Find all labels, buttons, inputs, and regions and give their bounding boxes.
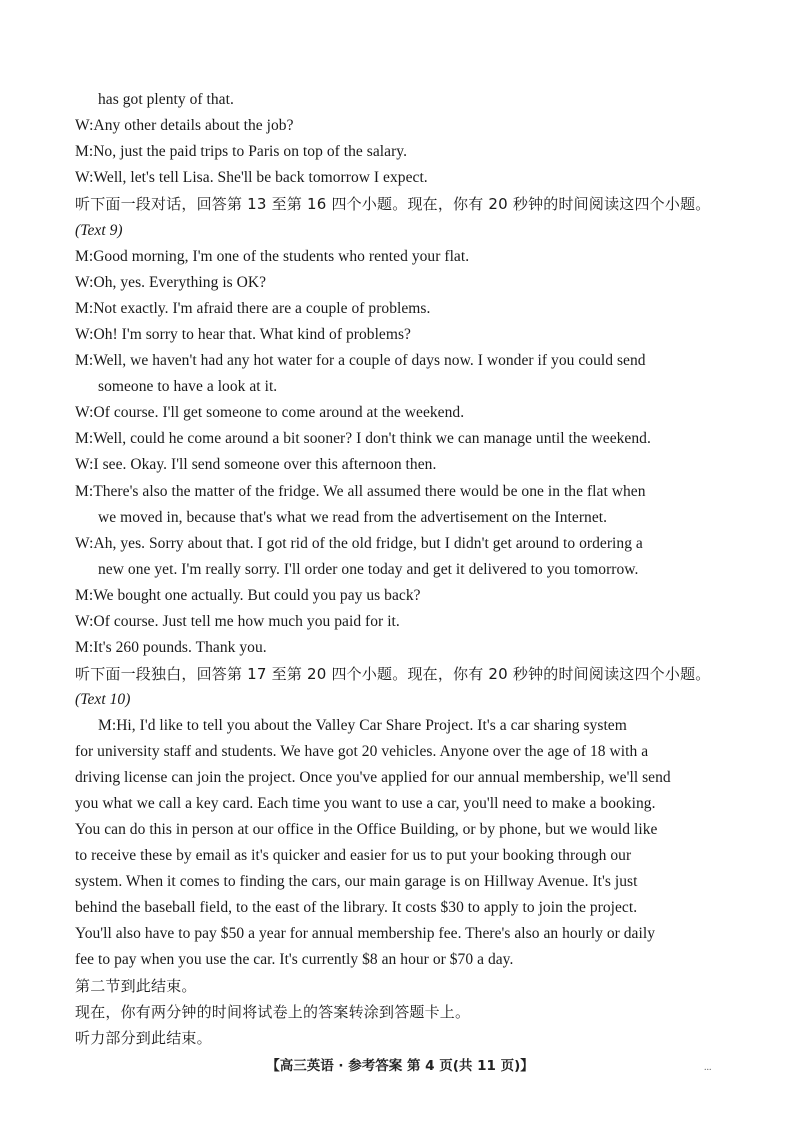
page-footer: 【高三英语 · 参考答案 第 4 页(共 11 页)】 bbox=[266, 1058, 534, 1074]
instruction-note: 现在，你有两分钟的时间将试卷上的答案转涂到答题卡上。 bbox=[75, 1003, 471, 1021]
text-line: driving license can join the project. Once you've applied for our annual membership, we'll send bbox=[75, 769, 671, 786]
text-line: someone to have a look at it. bbox=[98, 378, 278, 395]
section-instruction: 听下面一段对话，回答第 13 至第 16 四个小题。现在，你有 20 秒钟的时间阅读这四个小题。 bbox=[75, 195, 711, 213]
text-line: M:Good morning, I'm one of the students who rented your flat. bbox=[75, 248, 470, 265]
text-line: to receive these by email as it's quicker and easier for us to put your booking through our bbox=[75, 847, 632, 864]
text-line: W:Any other details about the job? bbox=[75, 117, 294, 134]
section-instruction: 听下面一段独白，回答第 17 至第 20 四个小题。现在，你有 20 秒钟的时间阅读这四个小题。 bbox=[75, 665, 711, 683]
text-line: W:Of course. Just tell me how much you paid for it. bbox=[75, 613, 400, 630]
text-line: we moved in, because that's what we read from the advertisement on the Internet. bbox=[98, 509, 608, 526]
text-line: W:Ah, yes. Sorry about that. I got rid of the old fridge, but I didn't get around to ordering a bbox=[75, 535, 643, 552]
text-line: W:I see. Okay. I'll send someone over this afternoon then. bbox=[75, 456, 437, 473]
text-line: M:There's also the matter of the fridge. We all assumed there would be one in the flat when bbox=[75, 483, 646, 500]
text-line: M:Well, we haven't had any hot water for a couple of days now. I wonder if you could send bbox=[75, 352, 646, 369]
text-line: fee to pay when you use the car. It's currently $8 an hour or $70 a day. bbox=[75, 951, 514, 968]
text-line: you what we call a key card. Each time you want to use a car, you'll need to make a booking. bbox=[75, 795, 656, 812]
section-end-note: 听力部分到此结束。 bbox=[75, 1029, 212, 1047]
text-line: You'll also have to pay $50 a year for annual membership fee. There's also an hourly or daily bbox=[75, 925, 655, 942]
text-line: W:Well, let's tell Lisa. She'll be back tomorrow I expect. bbox=[75, 169, 428, 186]
text-heading: (Text 10) bbox=[75, 691, 131, 708]
text-line: system. When it comes to finding the cars, our main garage is on Hillway Avenue. It's just bbox=[75, 873, 638, 890]
text-line: M:We bought one actually. But could you pay us back? bbox=[75, 587, 421, 604]
text-line: W:Of course. I'll get someone to come around at the weekend. bbox=[75, 404, 465, 421]
text-line: has got plenty of that. bbox=[98, 91, 234, 108]
text-line: new one yet. I'm really sorry. I'll order one today and get it delivered to you tomorrow. bbox=[98, 561, 639, 578]
text-line: M:It's 260 pounds. Thank you. bbox=[75, 639, 267, 656]
text-line: M:No, just the paid trips to Paris on top of the salary. bbox=[75, 143, 407, 160]
corner-mark: ... bbox=[704, 1062, 712, 1073]
text-line: W:Oh! I'm sorry to hear that. What kind of problems? bbox=[75, 326, 411, 343]
text-heading: (Text 9) bbox=[75, 222, 123, 239]
text-line: You can do this in person at our office in the Office Building, or by phone, but we would like bbox=[75, 821, 658, 838]
text-line: M:Well, could he come around a bit sooner? I don't think we can manage until the weekend. bbox=[75, 430, 651, 447]
text-line: M:Hi, I'd like to tell you about the Valley Car Share Project. It's a car sharing system bbox=[98, 717, 627, 734]
text-line: for university staff and students. We have got 20 vehicles. Anyone over the age of 18 with a bbox=[75, 743, 649, 760]
section-end-note: 第二节到此结束。 bbox=[75, 977, 197, 995]
text-line: W:Oh, yes. Everything is OK? bbox=[75, 274, 267, 291]
text-line: behind the baseball field, to the east of the library. It costs $30 to apply to join the project. bbox=[75, 899, 638, 916]
text-line: M:Not exactly. I'm afraid there are a couple of problems. bbox=[75, 300, 431, 317]
